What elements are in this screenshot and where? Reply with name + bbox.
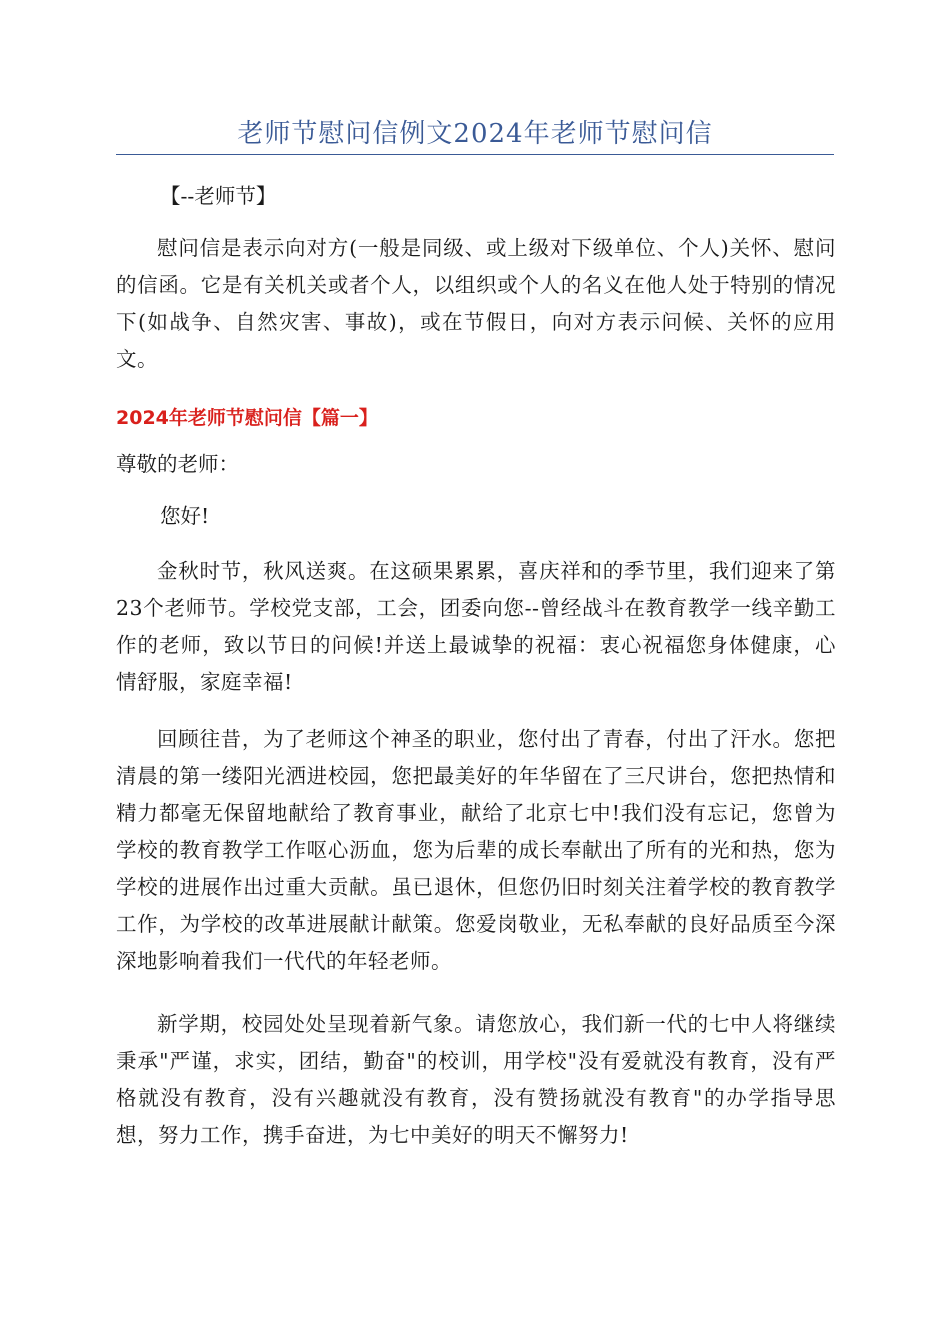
title-divider (116, 154, 834, 155)
letter-body-1 (116, 553, 836, 701)
intro-paragraph: 慰问信是表示向对方(一般是同级、或上级对下级单位、个人)关怀、慰问的信函。它是有关机关或者个人，以组织或个人的名义在他人处于特别的情况下(如战争、自然灾害、事故)，或在节假日，向对方表示问候、关怀的应用文。 (116, 236, 836, 371)
section-heading: 2024年老师节慰问信【篇一】 (116, 407, 378, 429)
intro-block (116, 230, 836, 378)
document-title: 老师节慰问信例文2024年老师节慰问信 (237, 119, 713, 149)
letter-body-3 (116, 1006, 836, 1154)
body-paragraph: 新学期，校园处处呈现着新气象。请您放心，我们新一代的七中人将继续秉承"严谨，求实，团结，勤奋"的校训，用学校"没有爱就没有教育，没有严格就没有教育，没有兴趣就没有教育，没有赞扬就没有教育"的办学指导思想，努力工作，携手奋进，为七中美好的明天不懈努力! (116, 1012, 836, 1147)
category-tag: 【--老师节】 (160, 184, 277, 208)
letter-body-2 (116, 721, 836, 980)
body-paragraph: 回顾往昔，为了老师这个神圣的职业，您付出了青春，付出了汗水。您把清晨的第一缕阳光洒进校园，您把最美好的年华留在了三尺讲台，您把热情和精力都毫无保留地献给了教育事业，献给了北京七中!我们没有忘记，您曾为学校的教育教学工作呕心沥血，您为后辈的成长奉献出了所有的光和热，您为学校的进展作出过重大贡献。虽已退休，但您仍旧时刻关注着学校的教育教学工作，为学校的改革进展献计献策。您爱岗敬业，无私奉献的良好品质至今深深地影响着我们一代代的年轻老师。 (116, 727, 836, 973)
greeting: 您好! (160, 504, 210, 528)
body-paragraph: 金秋时节，秋风送爽。在这硕果累累，喜庆祥和的季节里，我们迎来了第23个老师节。学校党支部，工会，团委向您--曾经战斗在教育教学一线辛勤工作的老师，致以节日的问候!并送上最诚挚的祝福：衷心祝福您身体健康，心情舒服，家庭幸福! (116, 559, 836, 694)
salutation: 尊敬的老师： (116, 452, 239, 476)
